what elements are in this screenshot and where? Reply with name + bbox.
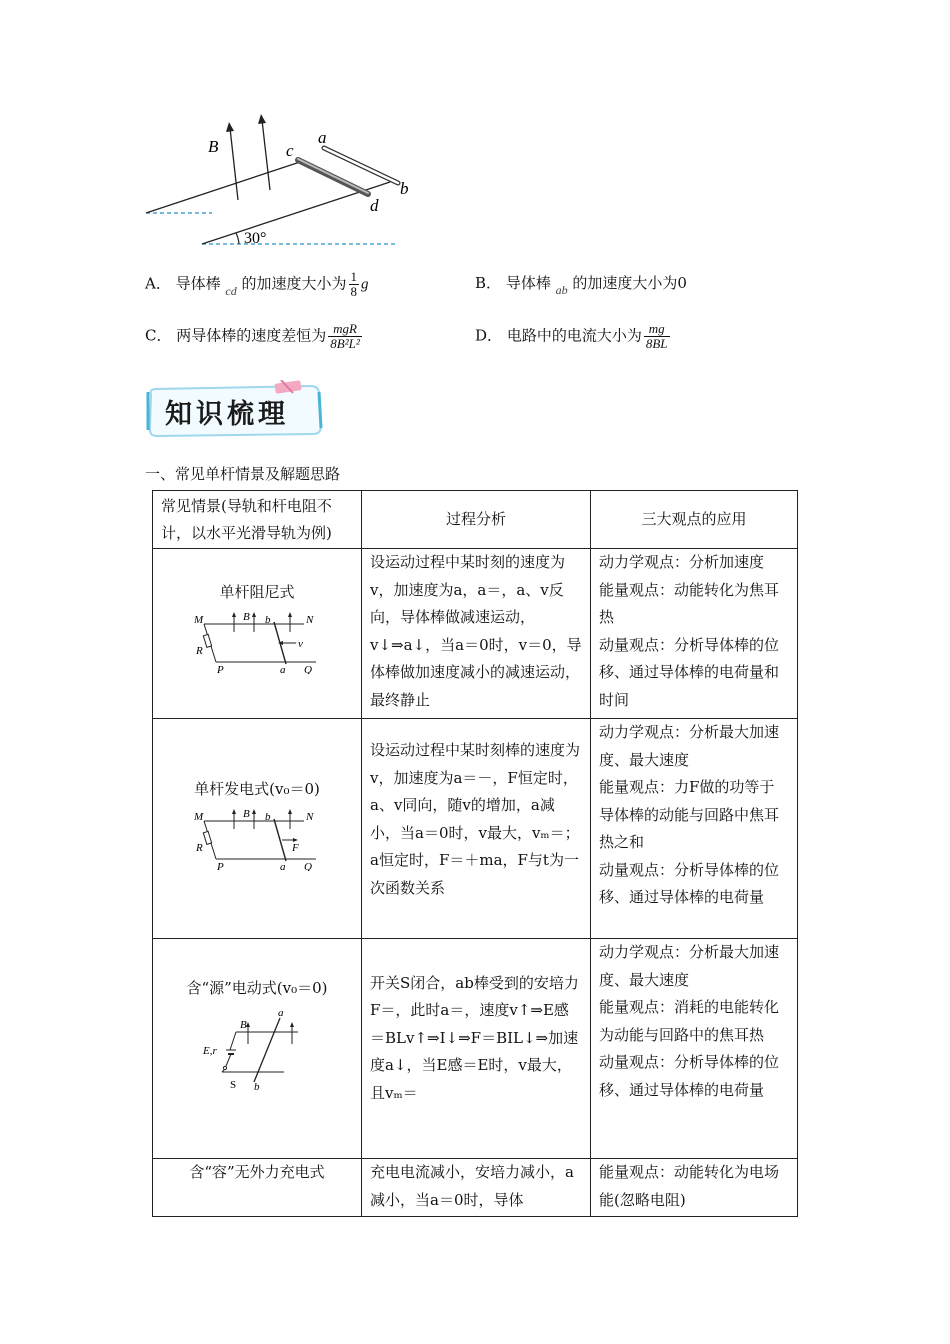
svg-text:E,r: E,r xyxy=(203,1045,217,1058)
svg-text:P: P xyxy=(217,664,224,675)
svg-text:B: B xyxy=(243,611,250,624)
svg-text:b: b xyxy=(254,1081,260,1093)
svg-text:N: N xyxy=(306,614,314,627)
application-cell: 动力学观点：分析加速度 能量观点：动能转化为焦耳热 动量观点：分析导体棒的位移、通过导体棒的电荷量和时间 xyxy=(591,549,798,719)
svg-text:b: b xyxy=(265,614,271,627)
label-a: a xyxy=(318,128,327,147)
svg-text:P: P xyxy=(217,861,224,872)
application-cell: 动力学观点：分析最大加速度、最大速度 能量观点：消耗的电能转化为动能与回路中的焦耳热 动量观点：分析导体棒的位移、通过导体棒的电荷量 xyxy=(591,939,798,1159)
scene-title: 单杆发电式(v₀＝0) xyxy=(194,779,320,798)
svg-text:Q: Q xyxy=(304,664,312,675)
incline-figure xyxy=(140,110,430,255)
svg-text:M: M xyxy=(194,614,204,627)
fraction: $\frac{1}{8}$ xyxy=(350,269,358,299)
svg-text:a: a xyxy=(278,1007,284,1020)
label-b: b xyxy=(400,179,409,198)
svg-text:a: a xyxy=(280,664,286,675)
svg-text:M: M xyxy=(194,811,204,824)
svg-text:B: B xyxy=(243,808,250,821)
svg-text:a: a xyxy=(280,861,286,872)
table-row xyxy=(153,1159,798,1217)
svg-text:v: v xyxy=(298,638,303,651)
svg-text:R: R xyxy=(196,842,203,855)
header-application: 三大观点的应用 xyxy=(591,491,798,549)
section-title: 一、常见单杆情景及解题思路 xyxy=(145,465,341,483)
label-c: c xyxy=(286,141,294,160)
label-B: B xyxy=(208,137,219,156)
damping-diagram xyxy=(192,610,322,674)
banner-title: 知识梳理 xyxy=(165,399,289,430)
generator-diagram xyxy=(192,807,322,871)
analysis-cell: 设运动过程中某时刻的速度为v，加速度为a，a＝，a、v反向，导体棒做减速运动，v↓⇒a↓，当a＝0时，v＝0，导体棒做加速度减小的减速运动，最终静止 xyxy=(362,549,591,719)
scene-title: 含“源”电动式(v₀＝0) xyxy=(186,978,328,997)
table-row xyxy=(153,719,798,939)
scene-title: 单杆阻尼式 xyxy=(219,582,295,601)
scenario-table xyxy=(152,490,798,1217)
application-cell: 能量观点：动能转化为电场能(忽略电阻) xyxy=(591,1159,798,1217)
section-banner xyxy=(145,380,325,438)
table-header-row xyxy=(153,491,798,549)
fraction: $\frac{\text{mgR}}{\text{8B²L²}}$ xyxy=(330,321,360,351)
header-scene: 常见情景(导轨和杆电阻不计，以水平光滑导轨为例) xyxy=(153,491,362,549)
header-analysis: 过程分析 xyxy=(362,491,591,549)
analysis-cell: 开关S闭合，ab棒受到的安培力F＝，此时a＝，速度v↑⇒E感＝BLv↑⇒I↓⇒F＝BIL↓⇒加速度a↓，当E感＝E时，v最大，且vₘ＝ xyxy=(362,939,591,1159)
svg-text:Q: Q xyxy=(304,861,312,872)
scene-title: 含“容”无外力充电式 xyxy=(153,1159,362,1217)
svg-text:b: b xyxy=(265,811,271,824)
label-angle: 30° xyxy=(244,230,267,247)
svg-text:S: S xyxy=(230,1079,237,1092)
option-d[interactable]: D． 电路中的电流大小为 $\frac{mg}{8BL}$ xyxy=(475,321,668,351)
svg-text:F: F xyxy=(292,842,299,855)
table-row xyxy=(153,939,798,1159)
source-diagram xyxy=(202,1006,312,1092)
option-b[interactable]: B． 导体棒 $_{ab}$ 的加速度大小为0 xyxy=(475,274,687,297)
option-c[interactable]: C． 两导体棒的速度差恒为 $\frac{\text{mgR}}{\text{8B²L²}}$ xyxy=(145,321,360,351)
label-d: d xyxy=(370,196,379,215)
option-a[interactable]: A． 导体棒 $_{cd}$ 的加速度大小为 $\frac{1}{8}$ g xyxy=(145,269,369,299)
table-row xyxy=(153,549,798,719)
fraction: $\frac{mg}{8BL}$ xyxy=(645,321,668,351)
analysis-cell: 设运动过程中某时刻棒的速度为v，加速度为a＝－，F恒定时，a、v同向，随v的增加，a减小，当a＝0时，v最大，vₘ＝；a恒定时，F＝＋ma，F与t为一次函数关系 xyxy=(362,719,591,939)
svg-text:N: N xyxy=(306,811,314,824)
svg-text:R: R xyxy=(196,645,203,658)
analysis-cell: 充电电流减小，安培力减小，a减小，当a＝0时，导体 xyxy=(362,1159,591,1217)
application-cell: 动力学观点：分析最大加速度、最大速度 能量观点：力F做的功等于导体棒的动能与回路中焦耳热之和 动量观点：分析导体棒的位移、通过导体棒的电荷量 xyxy=(591,719,798,939)
svg-text:B: B xyxy=(240,1019,247,1032)
